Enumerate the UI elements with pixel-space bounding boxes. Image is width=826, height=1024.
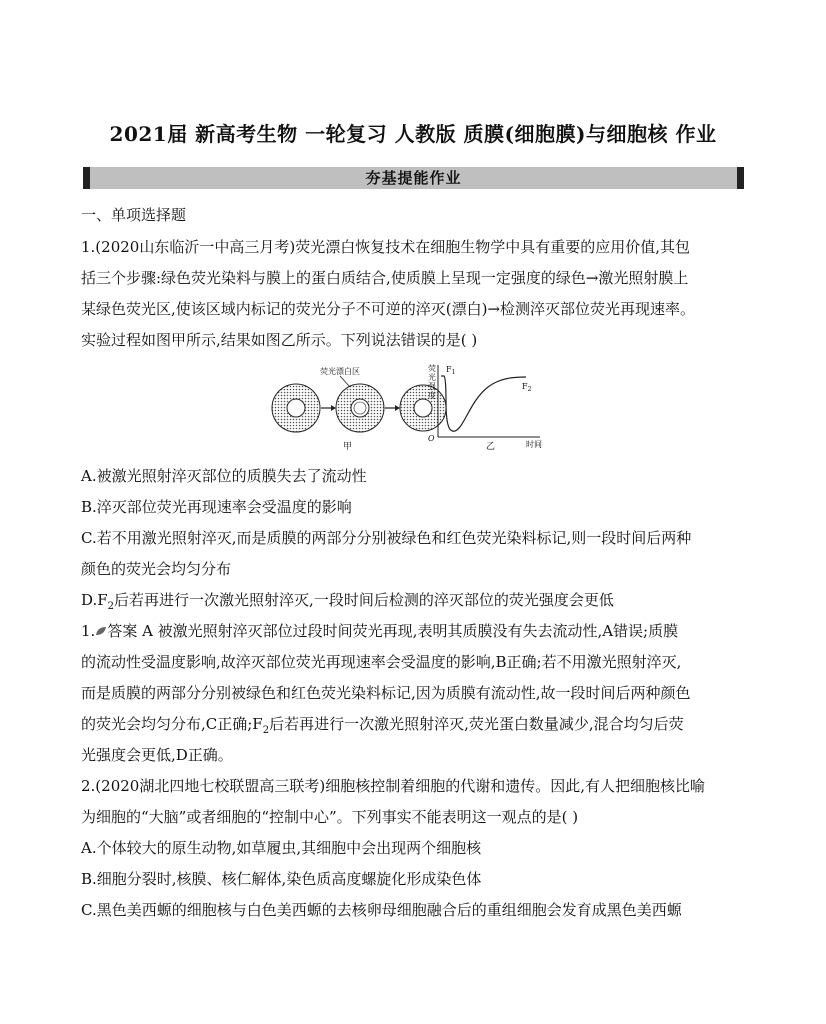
section-banner: 夯基提能作业 [83,167,744,189]
q1-answer-line-1 [81,621,751,641]
ylabel-1: 荧 [428,364,436,373]
q1-stem-line-4: 实验过程如图甲所示,结果如图乙所示。下列说法错误的是( ) [81,331,478,349]
q1-answer-line-4-pre: 的荧光会均匀分布,C正确;F [81,715,263,733]
cell-3 [400,385,446,431]
ylabel-4: 度 [428,391,436,400]
f2-label: $F_2$ [522,382,532,393]
bleach-pointer-line [340,376,350,387]
answer-leaf-icon [95,626,107,636]
q2-option-c: C.黑色美西螈的细胞核与白色美西螈的去核卵母细胞融合后的重组细胞会发育成黑色美西螈 [81,901,682,919]
q1-answer-line-4-sub: 2 [262,725,270,736]
f1-label: $F_1$ [446,365,456,376]
ylabel-2: 光 [428,373,436,382]
bleach-zone-label: 荧光漂白区 [320,367,360,376]
arrow-2 [385,405,400,411]
section-heading: 一、单项选择题 [81,206,187,224]
q1-option-c-line-1: C.若不用激光照射淬灭,而是质膜的两部分分别被绿色和红色荧光染料标记,则一段时间后两种 [81,529,692,547]
cell-1 [272,384,320,432]
graph-xlabel: 时间 [526,440,542,449]
q1-answer-text-1: 答案 A 被激光照射淬灭部位过段时间荧光再现,表明其质膜没有失去流动性,A错误;质膜 [107,622,679,640]
ylabel-3: 强 [428,382,436,391]
q2-option-a: A.个体较大的原生动物,如草履虫,其细胞中会出现两个细胞核 [81,839,482,857]
q1-option-d-sub: 2 [107,601,115,612]
figure-yi-label: 乙 [486,442,496,452]
q1-answer-line-3: 而是质膜的两部分分别被绿色和红色荧光染料标记,因为质膜有流动性,故一段时间后两种颜色 [81,684,691,702]
q1-stem-line-3: 某绿色荧光区,使该区域内标记的荧光分子不可逆的淬灭(漂白)→检测淬灭部位荧光再现速率。 [81,300,696,318]
document-title: 2021届 新高考生物 一轮复习 人教版 质膜(细胞膜)与细胞核 作业 [109,122,717,146]
fluorescence-curve [441,376,526,431]
q1-option-d-post: 后若再进行一次激光照射淬灭,一段时间后检测的淬灭部位的荧光强度会更低 [114,591,614,609]
q1-answer-line-4-post: 后若再进行一次激光照射淬灭,荧光蛋白数量减少,混合均匀后荧 [269,715,684,733]
q2-option-b: B.细胞分裂时,核膜、核仁解体,染色质高度螺旋化形成染色体 [81,870,482,888]
q2-stem-line-2: 为细胞的“大脑”或者细胞的“控制中心”。下列事实不能表明这一观点的是( ) [81,808,579,826]
arrow-1 [321,405,336,411]
q1-option-d-pre: D.F [81,591,108,609]
q1-answer-line-2: 的流动性受温度影响,故淬灭部位荧光再现速率会受温度的影响,B正确;若不用激光照射淬灭, [81,653,682,671]
q1-option-a: A.被激光照射淬灭部位的质膜失去了流动性 [81,467,367,485]
q2-stem-line-1: 2.(2020湖北四地七校联盟高三联考)细胞核控制着细胞的代谢和遗传。因此,有人把细胞核比喻 [81,777,705,795]
q1-figure [268,361,548,461]
graph-origin: O [428,434,435,443]
q1-stem-line-2: 括三个步骤:绿色荧光染料与膜上的蛋白质结合,使质膜上呈现一定强度的绿色→激光照射膜上 [81,269,689,287]
q1-answer-number: 1. [81,622,96,640]
q1-option-c-line-2: 颜色的荧光会均匀分布 [81,560,232,578]
q1-option-d [81,590,751,617]
q1-answer-line-4 [81,714,751,741]
q1-stem-line-1: 1.(2020山东临沂一中高三月考)荧光漂白恢复技术在细胞生物学中具有重要的应用价值,其包 [81,238,690,256]
q1-option-b: B.淬灭部位荧光再现速率会受温度的影响 [81,498,352,516]
cell-2 [336,384,384,432]
q1-answer-line-5: 光强度会更低,D正确。 [81,746,233,764]
figure-jia-label: 甲 [343,442,353,452]
